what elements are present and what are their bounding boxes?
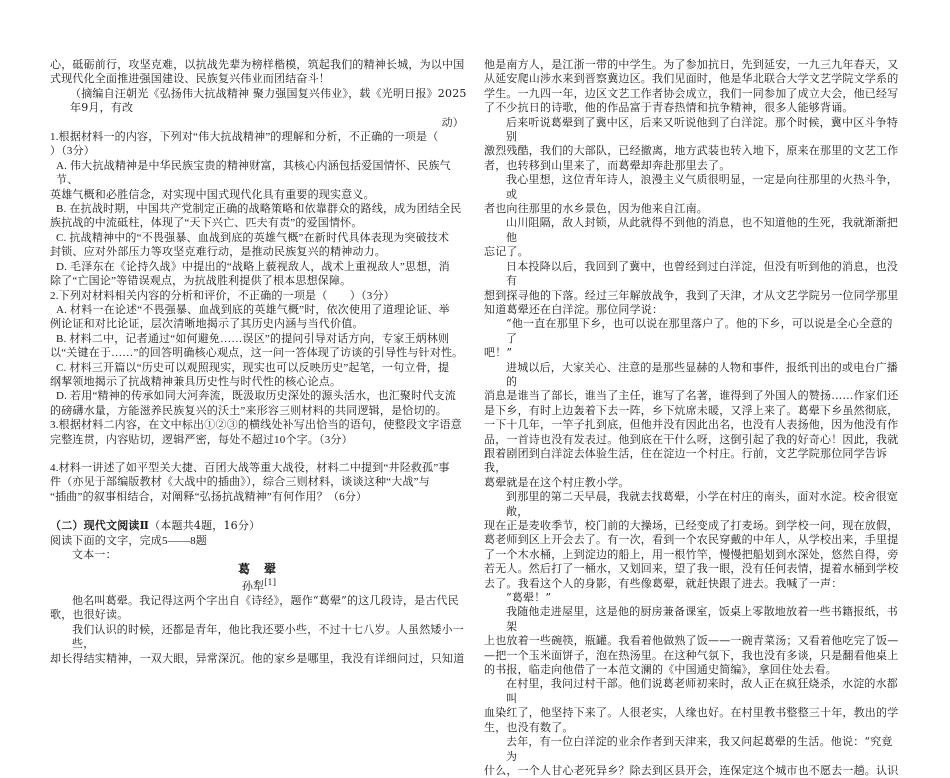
essay-paragraph: [50, 623, 468, 666]
text-line: 在村里，我问过村干部。他们说葛老师初来时，敌人正在疯狂烧杀，水淀的水都叫: [506, 677, 898, 705]
text-line: 知道葛翚还在白洋淀。那位同学说：: [484, 302, 664, 316]
text-line: 进城以后，大家关心、注意的是那些显赫的人物和事件，报纸刊出的或电台广播的: [506, 360, 898, 388]
essay-title: 葛翚: [237, 562, 290, 577]
answer-space: [50, 504, 468, 519]
text-line: 动）: [441, 115, 464, 129]
text-line: 4.材料一讲述了如平型关大捷、百团大战等重大战役，材料二中提到“井陉救孤”事: [50, 461, 450, 474]
essay-paragraph: [484, 58, 900, 116]
text-line: 想到探寻他的下落。经过三年解放战争，我到了天津，才从文艺学院另一位同学那里: [484, 288, 899, 302]
text-line: 心，砥砺前行，攻坚克难，以抗战先辈为榜样楷模，筑起我们的精神长城，为以中国: [50, 58, 465, 71]
text-line: 山川阻隔，敌人封锁，从此就得不到他的消息，也不知道他的生死，我就渐渐把他: [506, 216, 898, 244]
text-line: 他是南方人，是江浙一带的中学生。为了参加抗日，先到延安，一九三九年春天，又: [484, 58, 899, 71]
text-line: 的磅礴水量，方能滋养民族复兴的沃土”来形容三则材料的共同逻辑，是恰切的。: [50, 404, 448, 417]
question-1-option-d: [50, 260, 468, 289]
essay-paragraph: [484, 735, 900, 778]
essay-paragraph: [484, 677, 900, 735]
text-line: 纲挈领地揭示了抗战精神兼具历史性与时代性的核心论点。: [50, 375, 342, 388]
text-line: 上也放着一些碗筷，瓶罐。我看着他做熟了饭——一碗青菜汤；又看着他吃完了饭—: [484, 634, 899, 648]
section-heading: [50, 519, 468, 533]
text-line: 了一个木水桶，上到淀边的船上，用一根竹竿，慢慢把船划到水深处，悠然自得，旁: [484, 547, 899, 561]
text-line: 我心里想，这位青年诗人，浪漫主义气质很明显，一定是向往那里的火热斗争，或: [506, 173, 898, 201]
text-line: D. 若用“精神的传承如同大河奔流，既汲取历史深处的源头活水，也汇聚时代支流: [56, 390, 456, 403]
text-line: D. 毛泽东在《论持久战》中提出的“战略上藐视敌人，战术上重视敌人”思想，消: [56, 260, 450, 273]
text-line: 封锁、应对外部压力等攻坚克难行动，是推动民族复兴的精神动力。: [50, 246, 386, 259]
question-1-option-b: [50, 202, 468, 231]
text-line: 我们认识的时候，还都是青年，他比我还要小些，不过十七八岁。人虽然矮小一些，: [72, 622, 464, 651]
material-source: [50, 87, 468, 130]
left-column: [50, 58, 468, 666]
question-2-stem: [50, 289, 468, 303]
question-1-stem: [50, 130, 468, 159]
essay-paragraph: [484, 591, 900, 605]
text-line: 除了“亡国论”等错误观点，为抗战胜利提供了根本思想保障。: [50, 275, 352, 288]
text-line: C. 材料三开篇以“历史可以观照现实，现实也可以反映历史”起笔，一句立骨，提: [56, 361, 450, 374]
text-line: 吧！”: [484, 346, 513, 360]
text-line: 跟着剧团到白洋淀去体验生活，住在淀边一个村庄。行前，文艺学院那位同学告诉我，: [484, 446, 888, 475]
essay-paragraph: [484, 116, 900, 174]
essay-paragraph: [484, 260, 900, 318]
text-line: 忘记了。: [484, 245, 529, 259]
question-2-option-b: [50, 332, 468, 361]
answer-space: [50, 447, 468, 461]
text-line: “插曲”的叙事相结合，对阐释“弘扬抗战精神”有何作用？（6分）: [50, 490, 368, 503]
question-4: [50, 461, 468, 504]
author-name: 孙犁: [241, 580, 265, 594]
text-line: 若无人。然后打了一桶水，又划回来，望了我一眼，没有任何表情，提着水桶到学校: [484, 562, 899, 576]
text-line: —把一个玉米面饼子，泡在热汤里。在这种气氛下，我也没有多谈，只是翻看他桌上: [484, 648, 899, 662]
text-line: 者，也转移到山里来了，而葛翚却奔赴那里去了。: [484, 158, 731, 172]
essay-author: [50, 576, 468, 594]
text-line: “他一直在那里下乡，也可以说在那里落户了。他的下乡，可以说是全心全意的了: [506, 317, 893, 345]
section-title: （二）现代文阅读Ⅱ: [50, 519, 150, 533]
footnote-marker: [1]: [264, 578, 277, 588]
text-line: A. 材料一在论述“不畏强暴、血战到底的英雄气概”时，依次使用了道理论证、举: [56, 303, 450, 316]
text-line: 歌，也很好读。: [50, 608, 129, 622]
question-3: [50, 418, 468, 447]
section-instruction: 阅读下面的文字，完成5——8题: [50, 534, 207, 547]
text-line: A. 伟大抗战精神是中华民族宝贵的精神财富，其核心内涵包括爱国情怀、民族气节、: [56, 159, 451, 187]
text-line: 品，一首诗也没有发表过。他到底在干什么呀，这倒引起了我的好奇心！因此，我就: [484, 432, 899, 446]
text-line: 完整连贯，内容贴切，逻辑严密，每处不超过10个字。（3分）: [50, 433, 353, 446]
text-line: C. 抗战精神中的“不畏强暴、血战到底的英雄气概”在新时代具体表现为突破技术: [56, 231, 450, 244]
text-line: 式现代化全面推进强国建设、民族复兴伟业而团结奋斗！: [50, 72, 330, 86]
essay-paragraph: [484, 173, 900, 216]
text-line: 现在正是麦收季节，校门前的大操场，已经变成了打麦场。到学校一问，现在放假，: [484, 519, 899, 532]
essay-paragraph: [484, 605, 900, 677]
text-line: 2.下列对材料相关内容的分析和评价，不正确的一项是（ ）（3分）: [50, 289, 395, 302]
text-line: 到那里的第二天早晨，我就去找葛翚，小学在村庄的南头，面对水淀。校舍很宽敞，: [506, 490, 898, 518]
text-line: B. 在抗战时期，中国共产党制定正确的战略策略和依靠群众的路线，成为团结全民: [56, 203, 462, 216]
question-1: [50, 130, 468, 288]
text-line: 件（亦见于部编版教材《大战中的插曲》），综合三则材料，谈谈这种“大战”与: [50, 476, 430, 489]
section-note: （本题共4题，16分）: [149, 519, 261, 533]
text-line: 族抗战的中流砥柱，体现了“天下兴亡、匹夫有责”的爱国情怀。: [50, 217, 363, 230]
essay-paragraph: [484, 361, 900, 491]
right-column: [484, 58, 900, 778]
text-line: 一下十几年，一竿子扎到底，但他并没有因此出名，也没有人表扬他，因为他没有作: [484, 418, 899, 432]
essay-paragraph: [484, 317, 900, 360]
question-1-option-a: [50, 159, 468, 202]
text-line: 消息是谁当了部长，谁当了主任，谁写了名著，谁得到了外国人的赞扬……作家们还: [484, 389, 899, 403]
text-line: 我随他走进屋里，这是他的厨房兼备课室，饭桌上零散地放着一些书籍报纸，书架: [506, 605, 898, 633]
essay-paragraph: [50, 594, 468, 623]
text-line: 日本投降以后，我回到了冀中，也曾经到过白洋淀，但没有听到他的消息，也没有: [506, 259, 898, 288]
text-line: 后来听说葛翚到了冀中区，后来又听说他到了白洋淀。那个时候，冀中区斗争特别: [506, 115, 898, 144]
text-line: 什么，一个人甘心老死异乡？除去到区县开会，连保定这个城市也不愿去一趟。认识: [484, 763, 899, 777]
question-1-option-c: [50, 231, 468, 260]
question-2-option-d: [50, 389, 468, 418]
text-line: 血染红了，他坚持下来了。人很老实，人缘也好。在村里教书整整三十年，教出的学: [484, 706, 899, 720]
text-line: 激烈残酷，我们的大部队，已经撤离，地方武装也转入地下，原来在那里的文艺工作: [484, 144, 899, 158]
text-line: （摘编自汪朝光《弘扬伟大抗战精神 聚力强国复兴伟业》，载《光明日报》2025年9月，有改: [70, 86, 467, 115]
text-line: 是下乡，有时上边轰着下去一阵，乡下炕席未暖，又浮上来了。葛翚下乡虽然彻底，: [484, 403, 899, 417]
text-line: 了不少抗日的诗歌，他的作品富于青春热情和抗争精神，很多人能够背诵。: [484, 101, 854, 115]
text-line: 3.根据材料二内容，在文中标出①②③的横线处补写出恰当的语句，使整段文字语意: [50, 419, 462, 432]
text-line: 以“关键在于……”的回答明确核心观点，这一问一答体现了访谈的引导性与针对性。: [50, 347, 464, 360]
question-2-option-a: [50, 303, 468, 332]
text-label: 文本一：: [72, 549, 117, 561]
text-line: ）（3分）: [50, 145, 95, 158]
text-line: B. 材料二中，记者通过“如何避免……误区”的提问引导对话方向，专家王炳林则: [56, 332, 450, 345]
text-line: 葛老师到区上开会去了。有一次，看到一个农民穿戴的中年人，从学校出来，手里提: [484, 533, 899, 547]
text-line: 葛翚就是在这个村庄教小学。: [484, 475, 630, 489]
text-line: 生，也没有数了。: [484, 720, 574, 734]
text-line: 他名叫葛翚。我记得这两个字出自《诗经》，题作“葛翚”的这几段诗，是古代民: [72, 594, 459, 608]
text-line: 英雄气概和必胜信念，对实现中国式现代化具有重要的现实意义。: [50, 188, 375, 201]
text-line: 者也向往那里的水乡景色，因为他来自江南。: [484, 202, 708, 216]
essay-paragraph: [484, 490, 900, 591]
text-line: 例论证和对比论证，层次清晰地揭示了其历史内涵与当代价值。: [50, 318, 364, 331]
text-line: 1.根据材料一的内容，下列对“伟大抗战精神”的理解和分析，不正确的一项是（: [50, 131, 439, 144]
text-line: 从延安爬山涉水来到晋察冀边区。我们见面时，他是华北联合大学文艺学院文学系的: [484, 72, 899, 86]
text-line: 的书报，临走向他借了一本范文澜的《中国通史简编》，拿回住处去看。: [484, 663, 837, 677]
text-line: 却长得结实精神，一双大眼，异常深沉。他的家乡是哪里，我没有详细问过，只知道: [50, 651, 465, 665]
essay-paragraph: [484, 216, 900, 259]
question-2: [50, 289, 468, 419]
material-end-text: [50, 58, 468, 87]
text-line: 去年，有一位白洋淀的业余作者到天津来，我又问起葛翚的生活。他说：“究竟为: [506, 735, 893, 763]
question-2-option-c: [50, 361, 468, 390]
text-line: 学生。一九四一年，边区文艺工作者协会成立，我们一同参加了成立大会，他已经写: [484, 86, 899, 100]
text-line: “葛翚！”: [506, 591, 552, 605]
text-line: 去了。我看这个人的身影，有些像葛翚，就赶快跟了进去。我喊了一声：: [484, 576, 843, 590]
